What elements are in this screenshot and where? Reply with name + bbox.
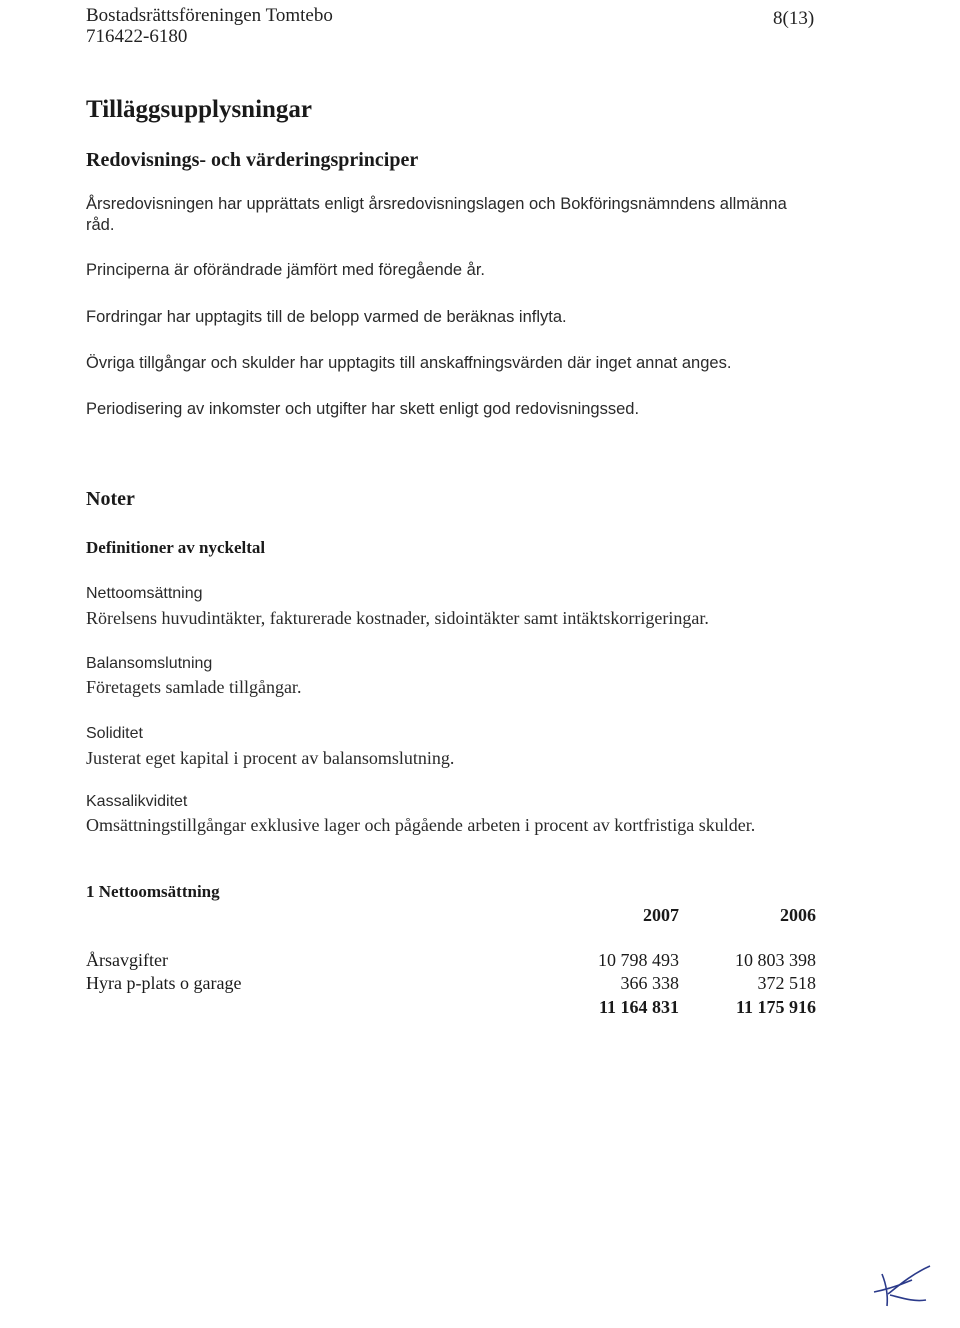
- table-cell: 366 338: [620, 973, 679, 993]
- paragraph: råd.: [86, 216, 115, 234]
- notes-title: Noter: [86, 488, 135, 510]
- section-subtitle: Redovisnings- och värderingsprinciper: [86, 149, 419, 171]
- table-total: 11 175 916: [735, 997, 816, 1017]
- page-title: Tilläggsupplysningar: [86, 96, 313, 123]
- table-cell: 10 803 398: [735, 950, 816, 970]
- paragraph: Fordringar har upptagits till de belopp varmed de beräknas inflyta.: [86, 308, 567, 326]
- signature-initials: [868, 1262, 938, 1312]
- page-number: 8(13): [773, 8, 815, 29]
- table-total: 11 164 831: [598, 997, 679, 1017]
- table-row-label: Årsavgifter: [86, 950, 168, 970]
- table-cell: 372 518: [757, 973, 816, 993]
- definition-term: Nettoomsättning: [86, 585, 203, 602]
- column-header-2007: 2007: [643, 905, 679, 925]
- definition-description: Justerat eget kapital i procent av balansomslutning.: [86, 748, 455, 768]
- table-cell: 10 798 493: [598, 950, 679, 970]
- paragraph: Övriga tillgångar och skulder har upptagits till anskaffningsvärden där inget annat anges.: [86, 354, 732, 372]
- column-header-2006: 2006: [780, 905, 816, 925]
- definitions-title: Definitioner av nyckeltal: [86, 538, 266, 557]
- paragraph: Principerna är oförändrade jämfört med föregående år.: [86, 261, 485, 279]
- definition-description: Omsättningstillgångar exklusive lager och pågående arbeten i procent av kortfristiga skulder.: [86, 815, 756, 835]
- definition-description: Rörelsens huvudintäkter, fakturerade kostnader, sidointäkter samt intäktskorrigeringar.: [86, 608, 709, 628]
- definition-term: Kassalikviditet: [86, 793, 188, 810]
- paragraph: Periodisering av inkomster och utgifter har skett enligt god redovisningssed.: [86, 400, 640, 418]
- definition-term: Soliditet: [86, 725, 143, 742]
- definition-term: Balansomslutning: [86, 655, 213, 672]
- org-name: Bostadsrättsföreningen Tomtebo: [86, 5, 333, 26]
- table-row-label: Hyra p-plats o garage: [86, 973, 242, 993]
- definition-description: Företagets samlade tillgångar.: [86, 677, 302, 697]
- note-title: 1 Nettoomsättning: [86, 882, 220, 901]
- org-number: 716422-6180: [86, 26, 188, 47]
- paragraph: Årsredovisningen har upprättats enligt årsredovisningslagen och Bokföringsnämndens allmänna: [86, 195, 787, 213]
